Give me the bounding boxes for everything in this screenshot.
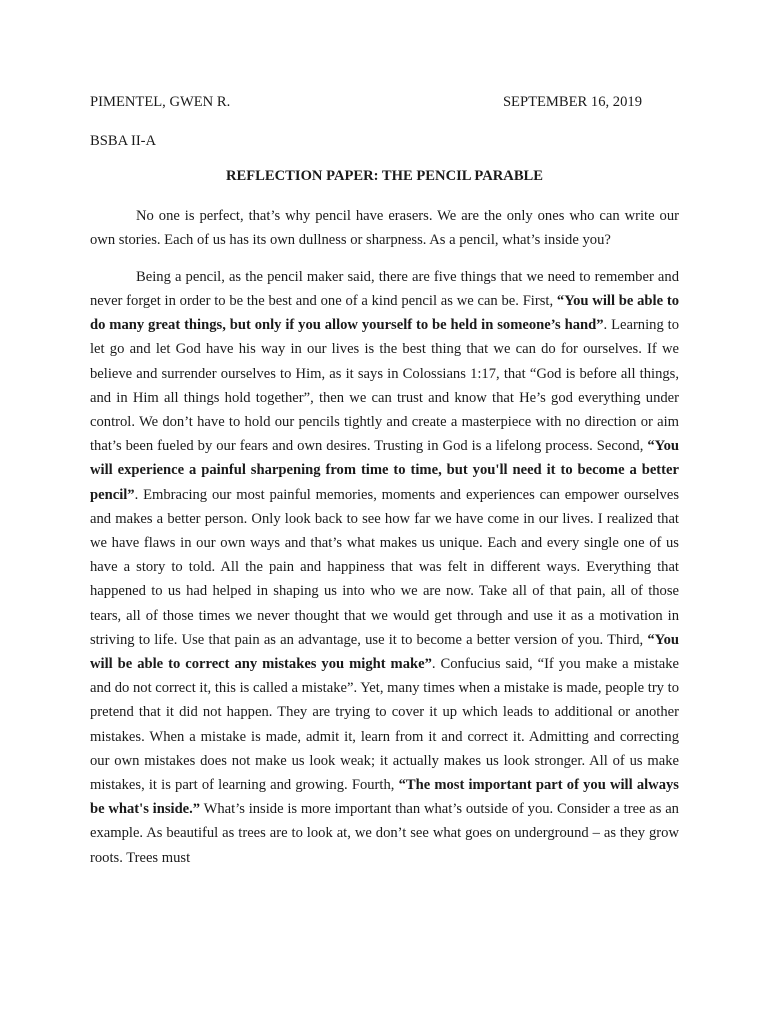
paragraph-2-segment-5: What’s inside is more important than what’s outside of you. Consider a tree as an example. As beautiful as trees are to look at, we don’t see what goes on underground – as they grow roots. Trees must	[90, 801, 679, 866]
student-name: PIMENTEL, GWEN R.	[90, 94, 231, 110]
paragraph-1-text: No one is perfect, that’s why pencil have erasers. We are the only ones who can write our own stories. Each of us has its own dullness or sharpness. As a pencil, what’s inside you?	[90, 208, 679, 249]
quote-fourth-lesson: “The most important part of you will always be what's inside.”	[90, 777, 679, 818]
paragraph-1	[90, 204, 679, 252]
page-title: REFLECTION PAPER: THE PENCIL PARABLE	[225, 168, 544, 184]
course-section: BSBA II-A	[90, 133, 157, 149]
paragraph-2-segment-2: . Learning to let go and let God have his way in our lives is the best thing that we can do for ourselves. If we believe and surrender ourselves to Him, as it says in Colossians 1:17, that “God is before all things, and in Him all things hold together”, then we can trust and know that He’s god everything under control. We don’t have to hold our pencils tightly and create a masterpiece with no direction or aim that’s been fueled by our fears and own desires. Trusting in God is a lifelong process. Second,	[90, 317, 679, 455]
document-date: SEPTEMBER 16, 2019	[502, 94, 642, 110]
paragraph-2-segment-3: . Embracing our most painful memories, moments and experiences can empower ourselves and makes a better person. Only look back to see how far we have come in our lives. I realized that we have flaws in our own ways and that’s what makes us unique. Each and every single one of us have a story to told. All the pain and happiness that was felt in different ways. Everything that happened to us had helped in shaping us into who we are now. Take all of that pain, all of those tears, all of those times we never thought that we would get through and use it as a motivation in striving to life. Use that pain as an advantage, use it to become a better version of you. Third,	[90, 486, 679, 648]
header-line	[90, 92, 642, 112]
essay-body	[90, 204, 679, 870]
quote-second-lesson: “You will experience a painful sharpening from time to time, but you'll need it to become a better pencil”	[90, 438, 679, 503]
paragraph-2-segment-1: Being a pencil, as the pencil maker said, there are five things that we need to remember and never forget in order to be the best and one of a kind pencil as we can be. First,	[90, 268, 679, 309]
quote-third-lesson: “You will be able to correct any mistakes you might make”	[90, 631, 679, 673]
paragraph-2-segment-4: . Confucius said, “If you make a mistake and do not correct it, this is called a mistake”. Yet, many times when a mistake is made, people try to pretend that it did not happen. They are trying to cover it up which leads to additional or another mistakes. When a mistake is made, admit it, learn from it and correct it. Admitting and correcting our own mistakes does not make us look weak; it actually makes us look stronger. All of us make mistakes, it is part of learning and growing. Fourth,	[90, 656, 679, 794]
paragraph-2	[90, 265, 679, 870]
quote-first-lesson: “You will be able to do many great things, but only if you allow yourself to be held in someone’s hand”	[90, 293, 680, 334]
